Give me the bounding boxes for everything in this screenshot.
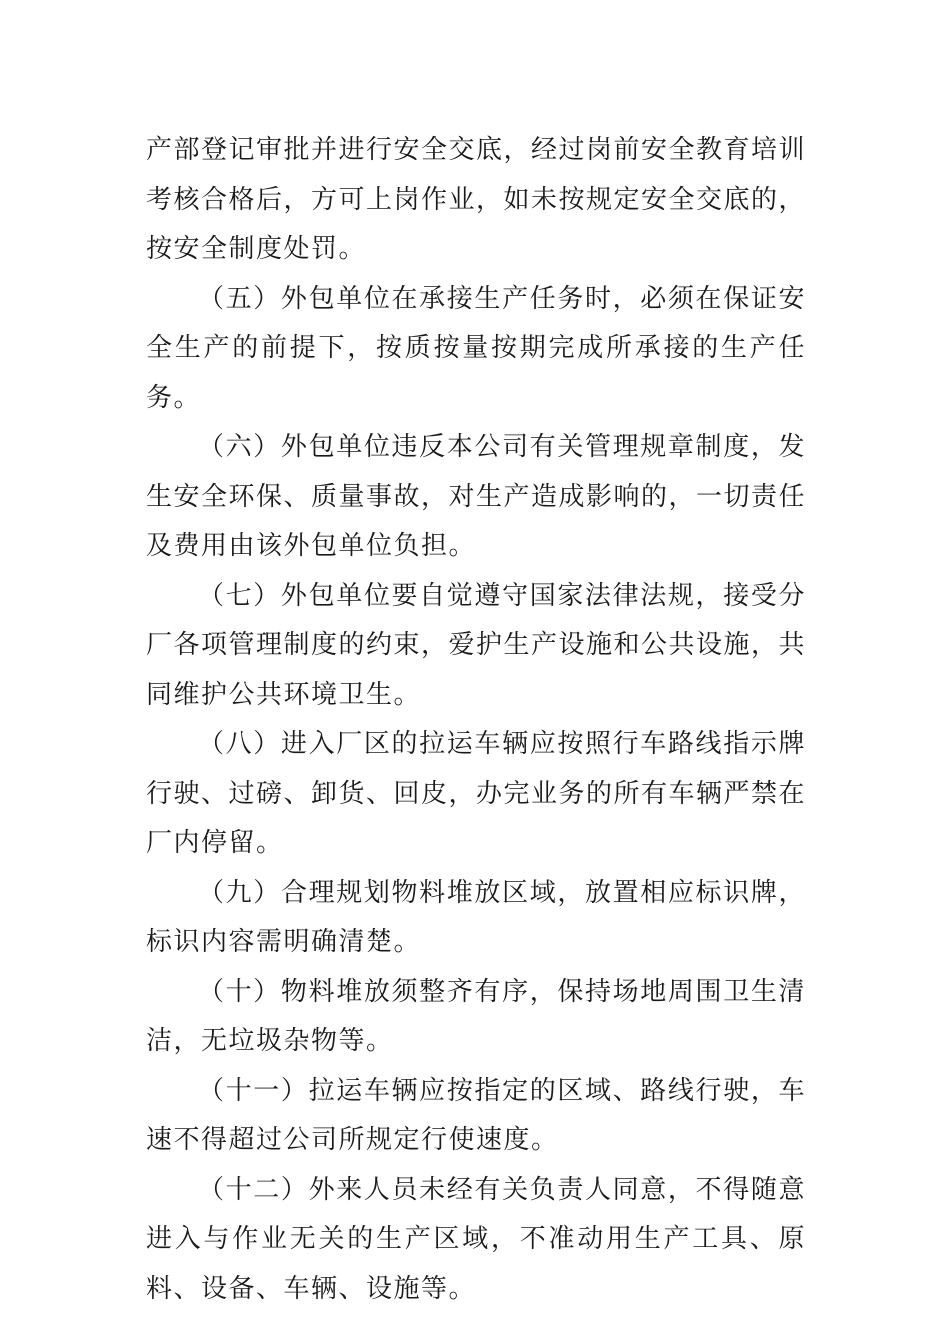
paragraph-item-9: （九）合理规划物料堆放区域，放置相应标识牌，标识内容需明确清楚。 (146, 877, 806, 957)
paragraph-item-5: （五）外包单位在承接生产任务时，必须在保证安全生产的前提下，按质按量按期完成所承接的生产任务。 (146, 283, 806, 413)
paragraph-item-8: （八）进入厂区的拉运车辆应按照行车路线指示牌行驶、过磅、卸货、回皮，办完业务的所有车辆严禁在厂内停留。 (146, 729, 807, 858)
paragraph-item-6: （六）外包单位违反本公司有关管理规章制度，发生安全环保、质量事故，对生产造成影响的，一切责任及费用由该外包单位负担。 (146, 432, 807, 561)
paragraph-item-12: （十二）外来人员未经有关负责人同意，不得随意进入与作业无关的生产区域，不准动用生产工具、原料、设备、车辆、设施等。 (146, 1174, 806, 1304)
paragraph-continuation: 产部登记审批并进行安全交底，经过岗前安全教育培训考核合格后，方可上岗作业，如未按规定安全交底的，按安全制度处罚。 (146, 135, 807, 264)
paragraph-item-7: （七）外包单位要自觉遵守国家法律法规，接受分厂各项管理制度的约束，爱护生产设施和公共设施，共同维护公共环境卫生。 (146, 580, 807, 710)
document-body (146, 126, 806, 1314)
paragraph-item-10: （十）物料堆放须整齐有序，保持场地周围卫生清洁，无垃圾杂物等。 (146, 976, 806, 1056)
paragraph-item-11: （十一）拉运车辆应按指定的区域、路线行驶，车速不得超过公司所规定行使速度。 (146, 1075, 806, 1155)
